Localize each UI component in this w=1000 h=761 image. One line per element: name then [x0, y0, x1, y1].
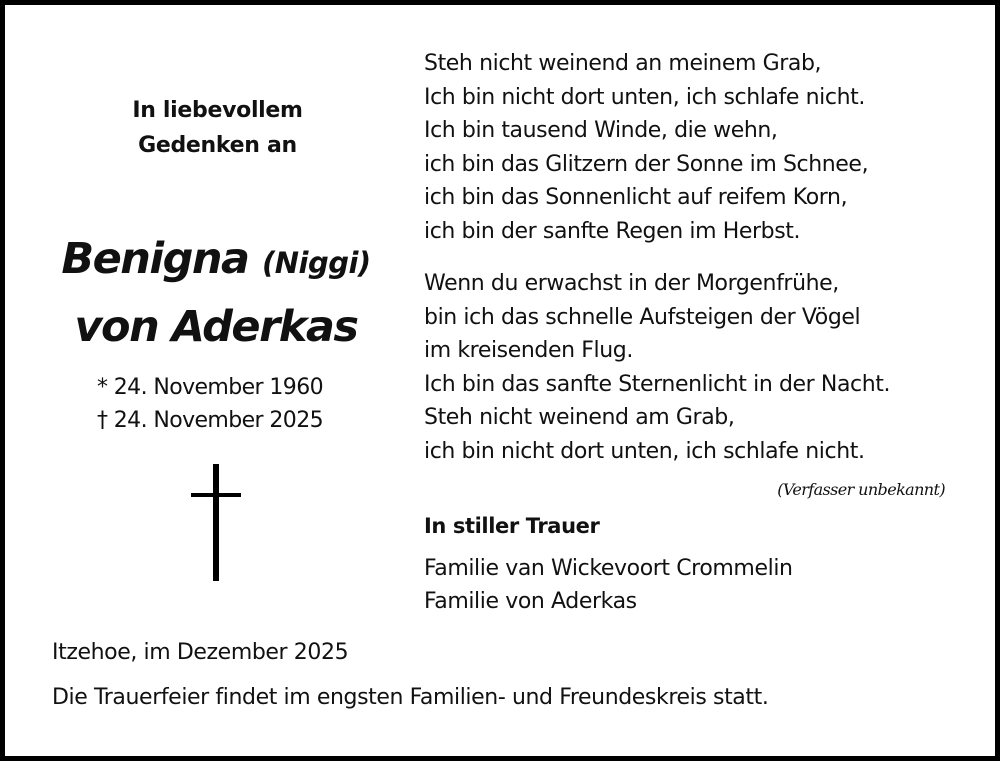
poem-line: im kreisenden Flug. [424, 338, 633, 364]
poem-line: ich bin der sanfte Regen im Herbst. [424, 218, 801, 244]
life-dates [65, 371, 355, 437]
cross-horizontal-bar [191, 493, 241, 497]
deceased-name [35, 227, 397, 359]
poem-line: ich bin nicht dort unten, ich schlafe nicht. [424, 438, 865, 464]
poem-stanza-1 [424, 47, 984, 249]
mourners-list [424, 552, 793, 618]
poem-stanza-2 [424, 267, 984, 469]
poem-line: Ich bin nicht dort unten, ich schlafe nicht. [424, 84, 865, 110]
mourning-title: In stiller Trauer [424, 514, 600, 538]
poem-line: bin ich das schnelle Aufsteigen der Vögel [424, 304, 861, 330]
cross-vertical-bar [213, 464, 219, 581]
nickname: (Niggi) [262, 246, 371, 280]
poem-line: Wenn du erwachst in der Morgenfrühe, [424, 271, 839, 296]
death-date: † 24. November 2025 [96, 408, 323, 433]
place-and-date: Itzehoe, im Dezember 2025 [52, 640, 349, 665]
birth-date: * 24. November 1960 [96, 375, 323, 400]
intro-line-2: Gedenken an [138, 133, 297, 158]
intro-heading [95, 93, 340, 163]
poem-line: ich bin das Glitzern der Sonne im Schnee, [424, 151, 869, 177]
intro-line-1: In liebevollem [132, 98, 303, 123]
poem-line: Steh nicht weinend an meinem Grab, [424, 51, 822, 76]
mourner-family: Familie van Wickevoort Crommelin [424, 556, 793, 581]
first-name: Benigna [61, 234, 249, 284]
ceremony-note: Die Trauerfeier findet im engsten Familien- und Freundeskreis statt. [52, 685, 769, 710]
name-first-line [35, 227, 397, 295]
last-name: von Aderkas [74, 302, 358, 352]
mourner-family: Familie von Aderkas [424, 589, 637, 614]
poem-line: Ich bin tausend Winde, die wehn, [424, 118, 778, 144]
poem-author: (Verfasser unbekannt) [777, 480, 945, 499]
poem-line: Steh nicht weinend am Grab, [424, 405, 735, 431]
poem-line: Ich bin das sanfte Sternenlicht in der Nacht. [424, 371, 891, 397]
poem-line: ich bin das Sonnenlicht auf reifem Korn, [424, 185, 848, 211]
